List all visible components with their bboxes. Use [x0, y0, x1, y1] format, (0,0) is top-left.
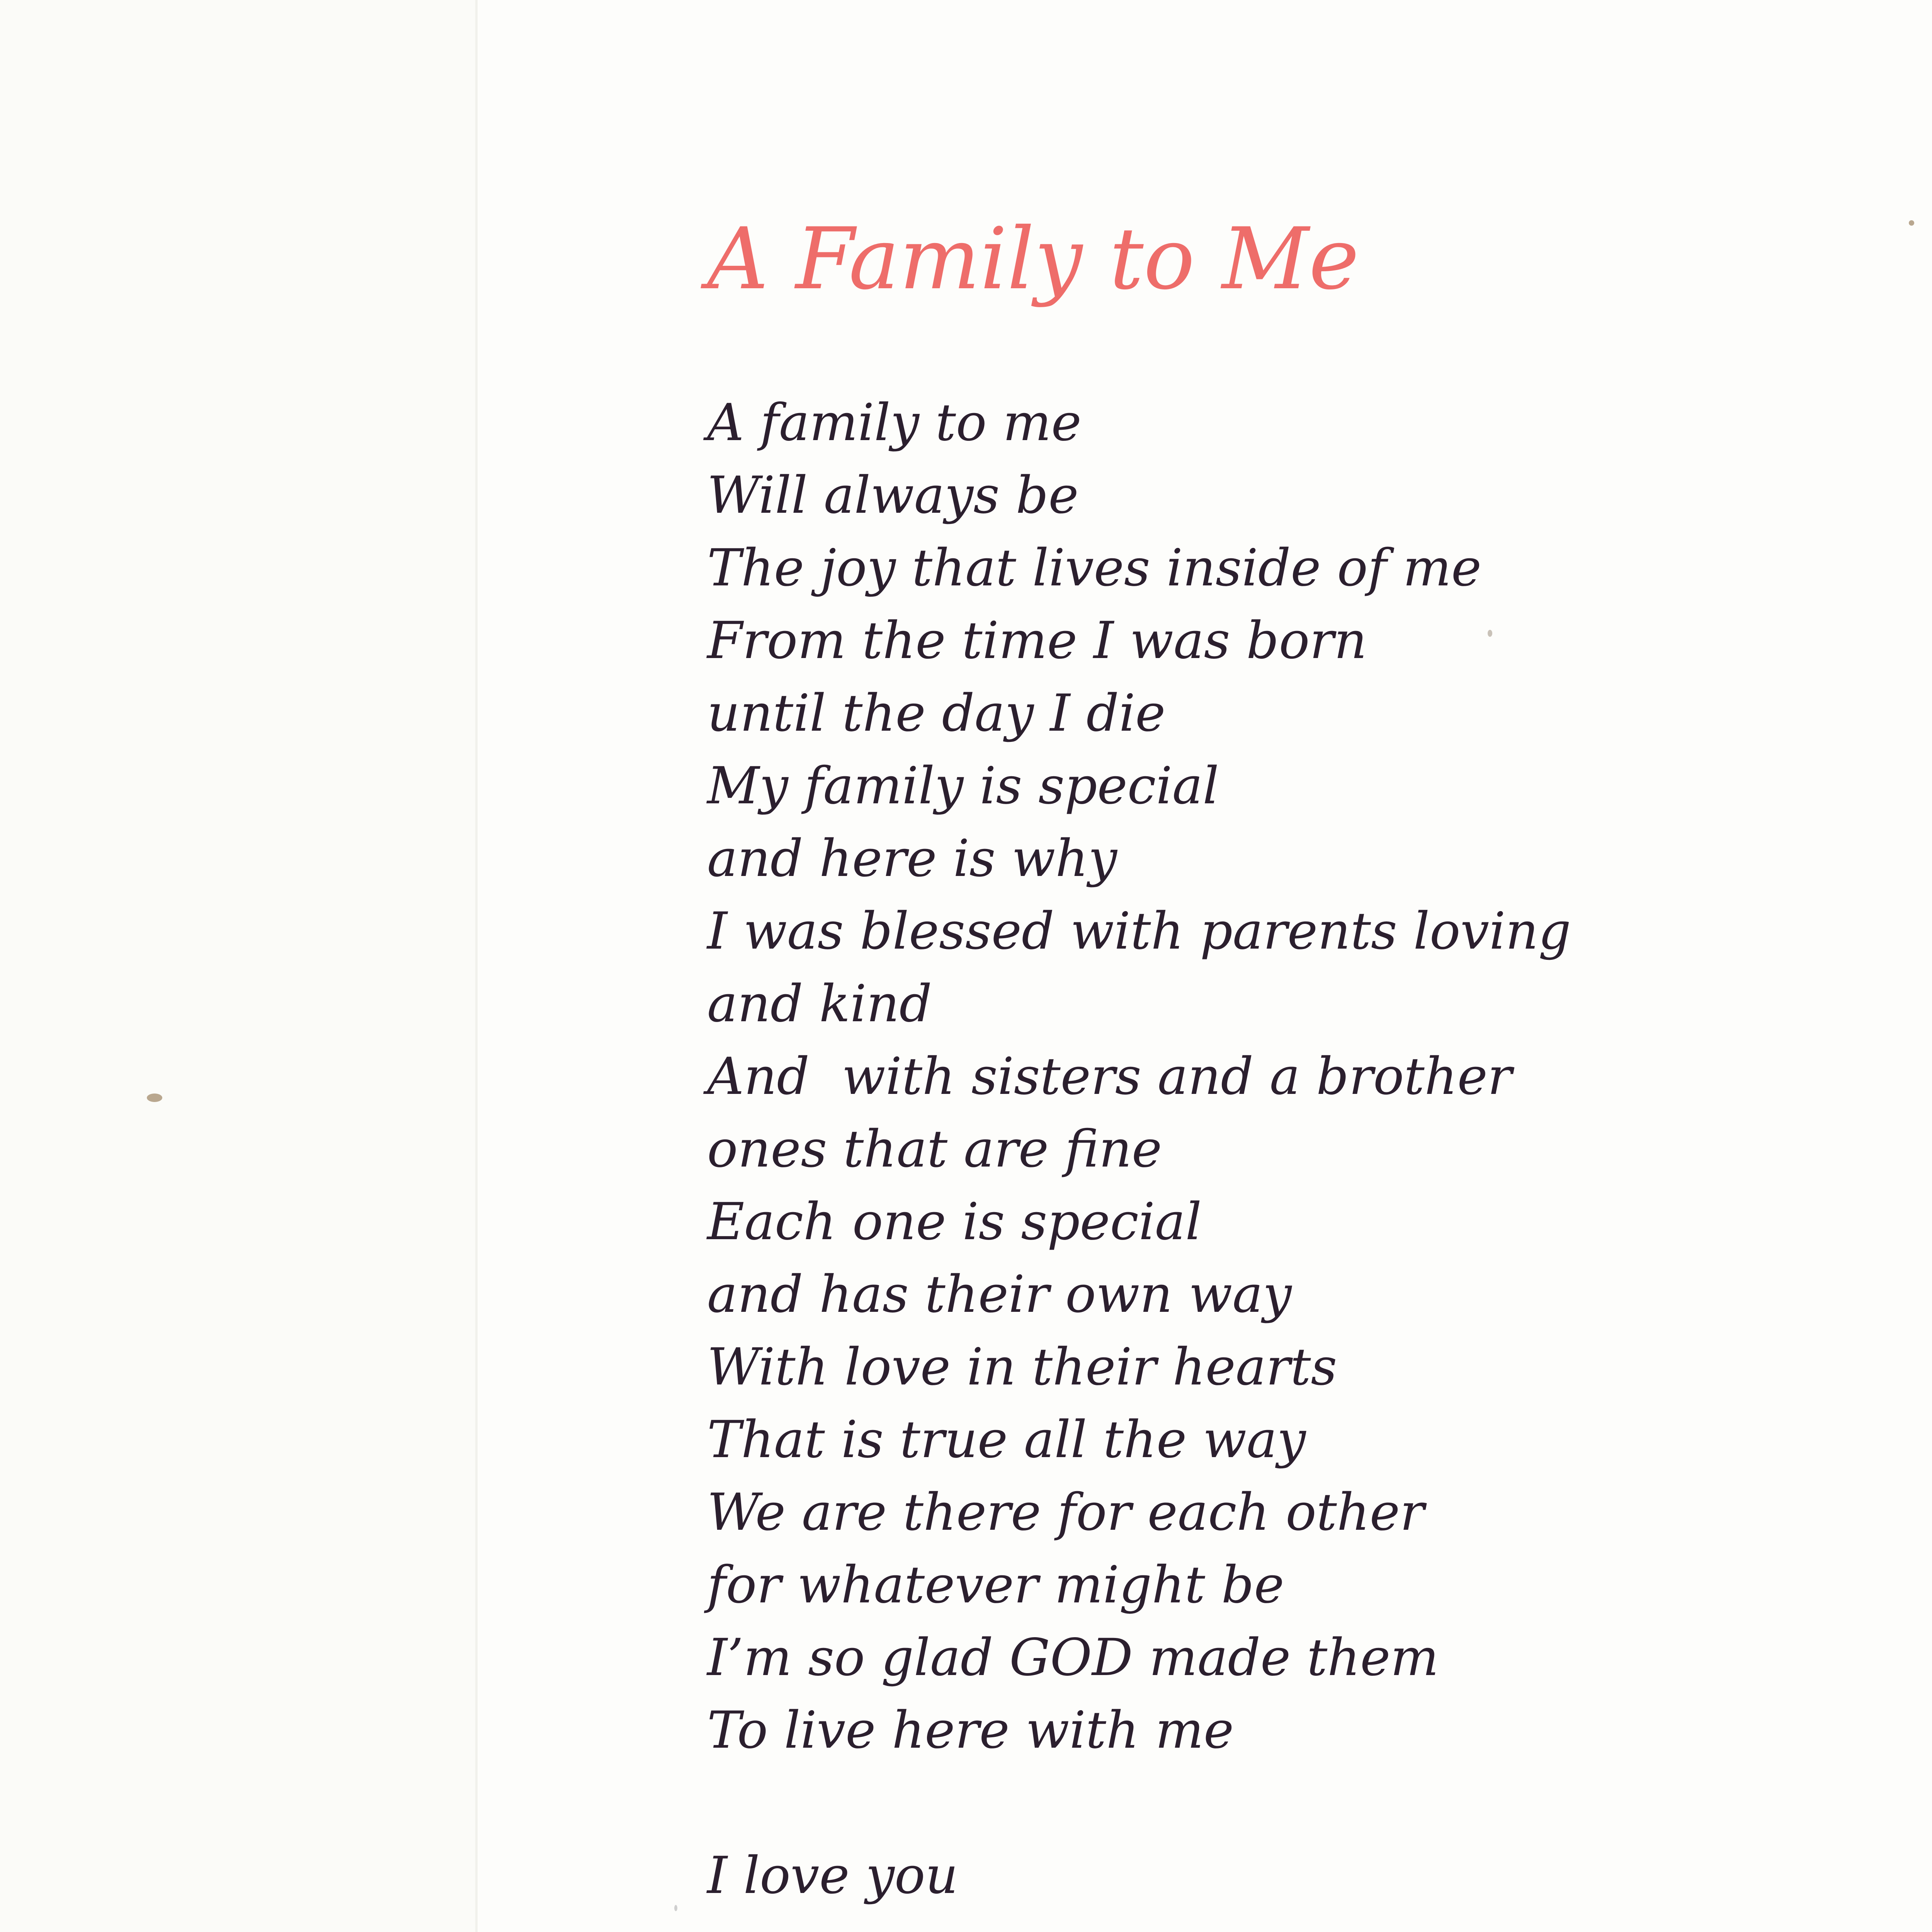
poem-line: and has their own way — [707, 1265, 1292, 1324]
paper-speck — [674, 1905, 677, 1911]
poem-line: ones that are fine — [707, 1119, 1162, 1179]
poem-line: And with sisters and a brother — [707, 1047, 1512, 1106]
poem-closing: I love you — [707, 1846, 958, 1905]
poem-line: and here is why — [707, 829, 1117, 888]
poem — [707, 201, 1905, 1932]
poem-line: From the time I was born — [707, 611, 1367, 670]
poem-title: A Family to Me — [707, 209, 1359, 308]
poem-line: A family to me — [707, 393, 1082, 452]
paper-speck — [147, 1094, 162, 1102]
poem-line: and kind — [707, 974, 932, 1034]
poem-line: I was blessed with parents loving — [707, 901, 1571, 961]
poem-line: for whatever might be — [707, 1555, 1284, 1615]
poem-line: To live here with me — [707, 1701, 1234, 1760]
poem-line: Each one is special — [707, 1192, 1202, 1252]
paper-left-strip — [0, 0, 478, 1932]
poem-line: Will always be — [707, 466, 1079, 525]
poem-line: The joy that lives inside of me — [707, 538, 1481, 598]
poem-line: That is true all the way — [707, 1410, 1306, 1469]
poem-line: until the day I die — [707, 684, 1166, 743]
poem-line: I’m so glad GOD made them — [707, 1628, 1439, 1687]
poem-line: With love in their hearts — [707, 1337, 1337, 1397]
poem-line: We are there for each other — [707, 1483, 1425, 1542]
paper-speck — [1909, 220, 1914, 226]
poem-verse — [707, 386, 1905, 1767]
poem-line: My family is special — [707, 756, 1219, 816]
